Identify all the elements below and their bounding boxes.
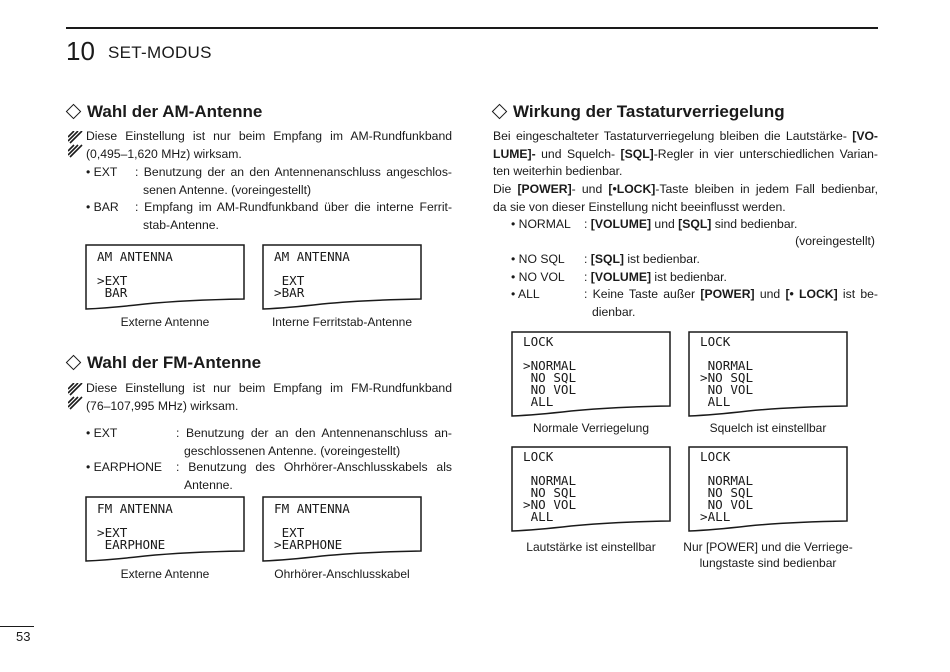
caption-lock-nosql: Squelch ist einstellbar xyxy=(709,421,827,435)
fm-earphone-key: • EARPHONE xyxy=(86,460,163,474)
am-antenna-heading: Wahl der AM-Antenne xyxy=(64,102,262,122)
lock-novol-key: • NO VOL xyxy=(511,270,565,284)
caption-lock-all: Nur [POWER] und die Verriege- lungstaste sind bedienbar xyxy=(683,540,853,570)
fm-ext-key: • EXT xyxy=(86,426,118,440)
fm-intro-line1: Diese Einstellung ist nur beim Empfang im FM-Rundfunkband xyxy=(86,381,452,395)
diamond-icon xyxy=(66,104,82,120)
caption-am-bar: Interne Ferritstab-Antenne xyxy=(271,315,413,329)
fm-intro-line2: (76–107,995 MHz) wirksam. xyxy=(86,399,239,413)
caption-fm-ext: Externe Antenne xyxy=(120,567,210,581)
footer-rule xyxy=(0,626,34,627)
lcd-lock-all: LOCK NORMAL NO SQL NO VOL >ALL xyxy=(688,446,848,532)
lock-paragraph-2: Die [POWER]- und [•LOCK]-Taste bleiben in jedem Fall bedienbar, da sie von dieser Einstellung nicht beeinflusst werden. xyxy=(493,182,878,214)
lock-novol-desc: : [VOLUME] ist bedienbar. xyxy=(584,270,727,284)
diamond-icon xyxy=(492,104,508,120)
am-intro-line1: Diese Einstellung ist nur beim Empfang im AM-Rundfunkband xyxy=(86,129,452,143)
lcd-am-ext: AM ANTENNA >EXT BAR xyxy=(85,244,245,310)
fm-earphone-desc: : Benutzung des Ohrhörer-Anschlusskabels als Antenne. xyxy=(176,460,452,492)
lock-heading: Wirkung der Tastaturverriegelung xyxy=(490,102,785,122)
am-ext-desc: : Benutzung der an den Antennenanschluss angeschlos- senen Antenne. (voreingestellt) xyxy=(135,165,452,197)
lcd-fm-earphone: FM ANTENNA EXT >EARPHONE xyxy=(262,496,422,562)
caption-am-ext: Externe Antenne xyxy=(120,315,210,329)
am-bar-key: • BAR xyxy=(86,200,119,214)
page-number: 53 xyxy=(16,629,31,644)
am-ext-key: • EXT xyxy=(86,165,118,179)
am-intro-line2: (0,495–1,620 MHz) wirksam. xyxy=(86,147,242,161)
lock-normal-key: • NORMAL xyxy=(511,217,571,231)
caption-fm-earphone: Ohrhörer-Anschlusskabel xyxy=(274,567,410,581)
note-hatch-icon xyxy=(68,383,83,410)
lock-all-key: • ALL xyxy=(511,287,540,301)
lcd-lock-normal: LOCK >NORMAL NO SQL NO VOL ALL xyxy=(511,331,671,417)
caption-lock-novol: Lautstärke ist einstellbar xyxy=(526,540,656,554)
header-rule xyxy=(66,27,878,29)
fm-ext-desc: : Benutzung der an den Antennenanschluss an- geschlossenen Antenne. (voreingestellt) xyxy=(176,426,452,458)
lock-normal-desc: : [VOLUME] und [SQL] sind bedienbar. xyxy=(584,217,798,231)
lock-normal-default: (voreingestellt) xyxy=(795,234,875,248)
lock-all-desc: : Keine Taste außer [POWER] und [• LOCK] ist be- dienbar. xyxy=(584,287,878,319)
lcd-fm-ext: FM ANTENNA >EXT EARPHONE xyxy=(85,496,245,562)
diamond-icon xyxy=(66,355,82,371)
lcd-am-bar: AM ANTENNA EXT >BAR xyxy=(262,244,422,310)
lock-nosql-desc: : [SQL] ist bedienbar. xyxy=(584,252,700,266)
chapter-title: SET-MODUS xyxy=(108,43,212,62)
lock-nosql-key: • NO SQL xyxy=(511,252,565,266)
note-hatch-icon xyxy=(68,131,83,158)
fm-antenna-heading: Wahl der FM-Antenne xyxy=(64,353,261,373)
lcd-lock-novol: LOCK NORMAL NO SQL >NO VOL ALL xyxy=(511,446,671,532)
chapter-number: 10 xyxy=(66,36,95,66)
am-bar-desc: : Empfang im AM-Rundfunkband über die interne Ferrit- stab-Antenne. xyxy=(135,200,452,232)
caption-lock-normal: Normale Verriegelung xyxy=(532,421,650,435)
lcd-lock-nosql: LOCK NORMAL >NO SQL NO VOL ALL xyxy=(688,331,848,417)
lock-paragraph-1: Bei eingeschalteter Tastaturverriegelung bleiben die Lautstärke- [VO- LUME]- und Squelch- [SQL]-Regler in vier unterschiedlichen Varian- ten weiterhin bedienbar. xyxy=(493,129,878,179)
